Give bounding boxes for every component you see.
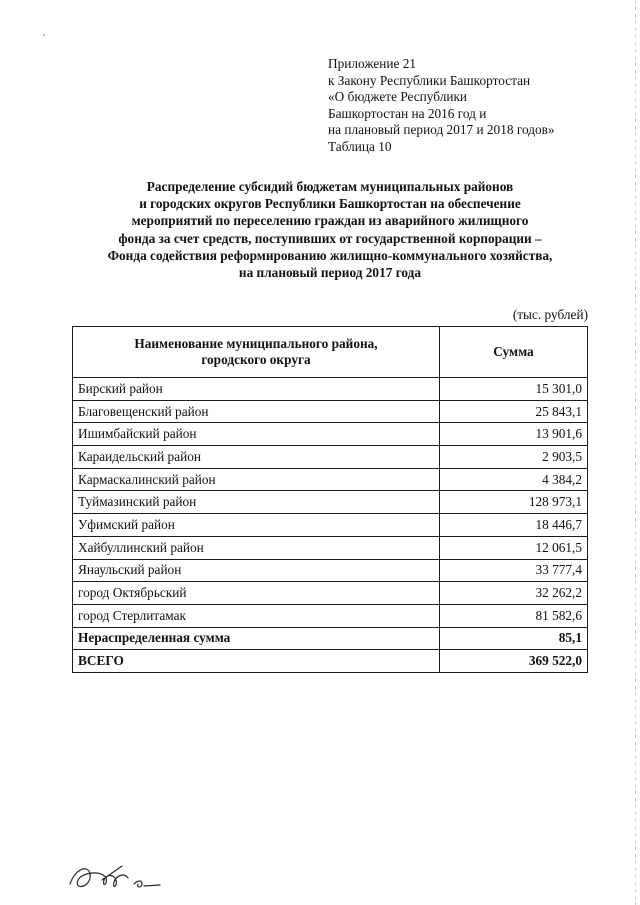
table-row [73, 400, 588, 423]
row-amount: 2 903,5 [440, 446, 588, 469]
title-line: фонда за счет средств, поступивших от государственной корпорации – [118, 230, 542, 246]
table-header-row [73, 327, 588, 378]
title-line: мероприятий по переселению граждан из аварийного жилищного [131, 213, 529, 229]
row-name: Бирский район [73, 378, 440, 401]
row-name: Ишимбайский район [73, 423, 440, 446]
table-row [73, 491, 588, 514]
row-amount: 25 843,1 [440, 400, 588, 423]
row-name: город Октябрьский [73, 582, 440, 605]
scan-dot [43, 34, 45, 36]
document-title [60, 178, 600, 281]
header-name [73, 327, 440, 378]
row-amount: 32 262,2 [440, 582, 588, 605]
table-row [73, 514, 588, 537]
row-name: город Стерлитамак [73, 604, 440, 627]
row-amount: 18 446,7 [440, 514, 588, 537]
row-amount: 33 777,4 [440, 559, 588, 582]
table-row [73, 604, 588, 627]
row-amount: 13 901,6 [440, 423, 588, 446]
title-line: Фонда содействия реформированию жилищно-коммунального хозяйства, [107, 247, 553, 263]
row-name: Благовещенский район [73, 400, 440, 423]
appendix-header [328, 56, 555, 156]
table-row [73, 378, 588, 401]
row-name: Нераспределенная сумма [73, 627, 440, 650]
total-row [73, 650, 588, 673]
row-name: Янаульский район [73, 559, 440, 582]
row-name: Туймазинский район [73, 491, 440, 514]
title-line: Распределение субсидий бюджетам муниципальных районов [146, 179, 514, 194]
units-label: (тыс. рублей) [512, 307, 588, 322]
appendix-line: Башкортостан на 2016 год и [328, 105, 487, 121]
handwritten-signature [62, 858, 172, 898]
row-amount: 4 384,2 [440, 468, 588, 491]
row-amount: 85,1 [440, 627, 588, 650]
scan-edge-line [635, 0, 636, 905]
row-name: Кармаскалинский район [73, 468, 440, 491]
row-name: Уфимский район [73, 514, 440, 537]
table-row [73, 468, 588, 491]
table-number: Таблица 10 [328, 138, 392, 154]
header-amount: Сумма [440, 327, 588, 378]
header-name-line: Наименование муниципального района, [134, 336, 378, 351]
appendix-line: на плановый период 2017 и 2018 годов» [328, 122, 555, 138]
title-line: и городских округов Республики Башкортостан на обеспечение [139, 196, 521, 212]
row-amount: 369 522,0 [440, 650, 588, 673]
header-name-line: городского округа [201, 352, 311, 367]
row-name: Караидельский район [73, 446, 440, 469]
unallocated-row [73, 627, 588, 650]
title-line: на плановый период 2017 года [238, 265, 422, 281]
table-row [73, 446, 588, 469]
table-row [73, 536, 588, 559]
table-row [73, 559, 588, 582]
row-amount: 12 061,5 [440, 536, 588, 559]
table-row [73, 423, 588, 446]
appendix-line: «О бюджете Республики [328, 89, 468, 105]
row-name: Хайбуллинский район [73, 536, 440, 559]
row-amount: 81 582,6 [440, 604, 588, 627]
row-amount: 128 973,1 [440, 491, 588, 514]
table-row [73, 582, 588, 605]
subsidy-table [72, 326, 588, 673]
row-amount: 15 301,0 [440, 378, 588, 401]
appendix-line: Приложение 21 [328, 56, 416, 71]
appendix-line: к Закону Республики Башкортостан [328, 72, 531, 88]
row-name: ВСЕГО [73, 650, 440, 673]
